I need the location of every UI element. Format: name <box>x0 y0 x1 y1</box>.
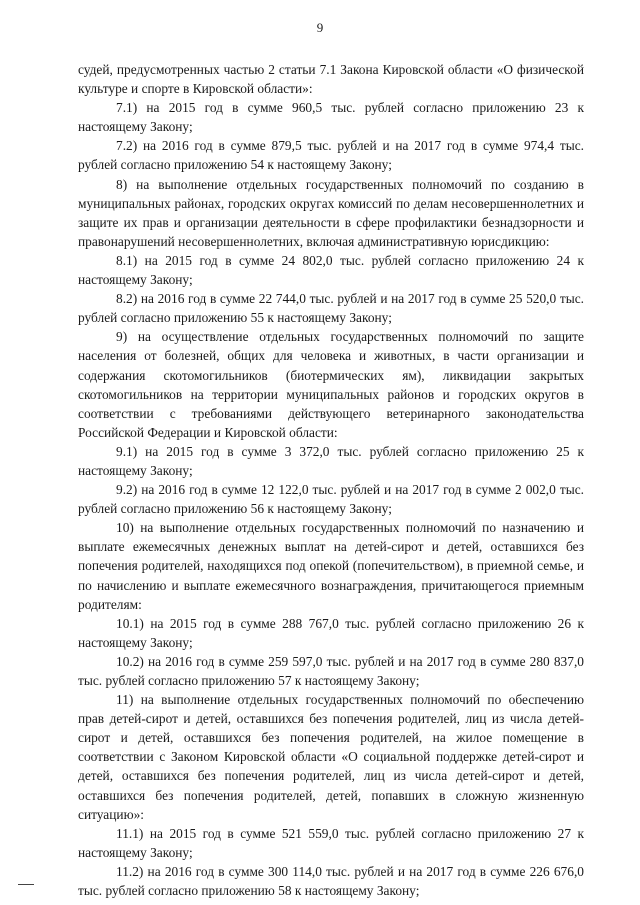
paragraph-10-1: 10.1) на 2015 год в сумме 288 767,0 тыс. рублей согласно приложению 26 к настоящему Закону; <box>78 615 584 650</box>
paragraph-10: 10) на выполнение отдельных государственных полномочий по назначению и выплате ежемесячных денежных выплат на детей-сирот и детей, оставшихся без попечения родителей, находящихся под опекой (попечительством), в приемной семье, и по начислению и выплате ежемесячного вознаграждения, причитающегося приемным родителям: <box>78 520 584 612</box>
paragraph-11-1: 11.1) на 2015 год в сумме 521 559,0 тыс. рублей согласно приложению 27 к настоящему Закону; <box>78 825 584 860</box>
paragraph-9: 9) на осуществление отдельных государственных полномочий по защите населения от болезней, общих для человека и животных, в части организации и содержания скотомогильников (биотермических ям), ликвидации закрытых скотомогильников на территории муниципальных районов и городских округов в соответствии с требованиями действующего ветеринарного законодательства Российской Федерации и Кировской области: <box>78 329 584 440</box>
paragraph-8-2: 8.2) на 2016 год в сумме 22 744,0 тыс. рублей и на 2017 год в сумме 25 520,0 тыс. рублей согласно приложению 55 к настоящему Закону; <box>78 291 584 326</box>
paragraph-8: 8) на выполнение отдельных государственных полномочий по созданию в муниципальных районах, городских округах комиссий по делам несовершеннолетних и защите их прав и организации деятельности в сфере профилактики безнадзорности и правонарушений несовершеннолетних, включая административную юрисдикцию: <box>78 176 584 249</box>
paragraph-intro: судей, предусмотренных частью 2 статьи 7.1 Закона Кировской области «О физической культуре и спорте в Кировской области»: <box>78 62 584 97</box>
margin-scan-mark <box>18 884 34 885</box>
paragraph-9-2: 9.2) на 2016 год в сумме 12 122,0 тыс. рублей и на 2017 год в сумме 2 002,0 тыс. рублей согласно приложению 56 к настоящему Закону; <box>78 482 584 517</box>
paragraph-9-1: 9.1) на 2015 год в сумме 3 372,0 тыс. рублей согласно приложению 25 к настоящему Закону; <box>78 443 584 478</box>
paragraph-8-1: 8.1) на 2015 год в сумме 24 802,0 тыс. рублей согласно приложению 24 к настоящему Закону; <box>78 252 584 288</box>
paragraph-11: 11) на выполнение отдельных государственных полномочий по обеспечению прав детей-сирот и детей, оставшихся без попечения родителей, лиц из числа детей-сирот и детей, оставшихся без попечения родителей, на жилое помещение в соответствии с Законом Кировской области «О социальной поддержке детей-сирот и детей, оставшихся без попечения родителей, лиц из числа детей-сирот и детей, оставшихся без попечения родителей, детей, попавших в сложную жизненную ситуацию»: <box>78 692 584 822</box>
document-body <box>78 60 584 900</box>
paragraph-7-2: 7.2) на 2016 год в сумме 879,5 тыс. рублей и на 2017 год в сумме 974,4 тыс. рублей согласно приложению 54 к настоящему Закону; <box>78 138 584 173</box>
page-number: 9 <box>316 20 324 35</box>
paragraph-7-1: 7.1) на 2015 год в сумме 960,5 тыс. рублей согласно приложению 23 к настоящему Закону; <box>78 100 584 135</box>
paragraph-10-2: 10.2) на 2016 год в сумме 259 597,0 тыс. рублей и на 2017 год в сумме 280 837,0 тыс. рублей согласно приложению 57 к настоящему Закону; <box>78 653 584 688</box>
paragraph-11-2: 11.2) на 2016 год в сумме 300 114,0 тыс. рублей и на 2017 год в сумме 226 676,0 тыс. рублей согласно приложению 58 к настоящему Закону; <box>78 863 584 899</box>
